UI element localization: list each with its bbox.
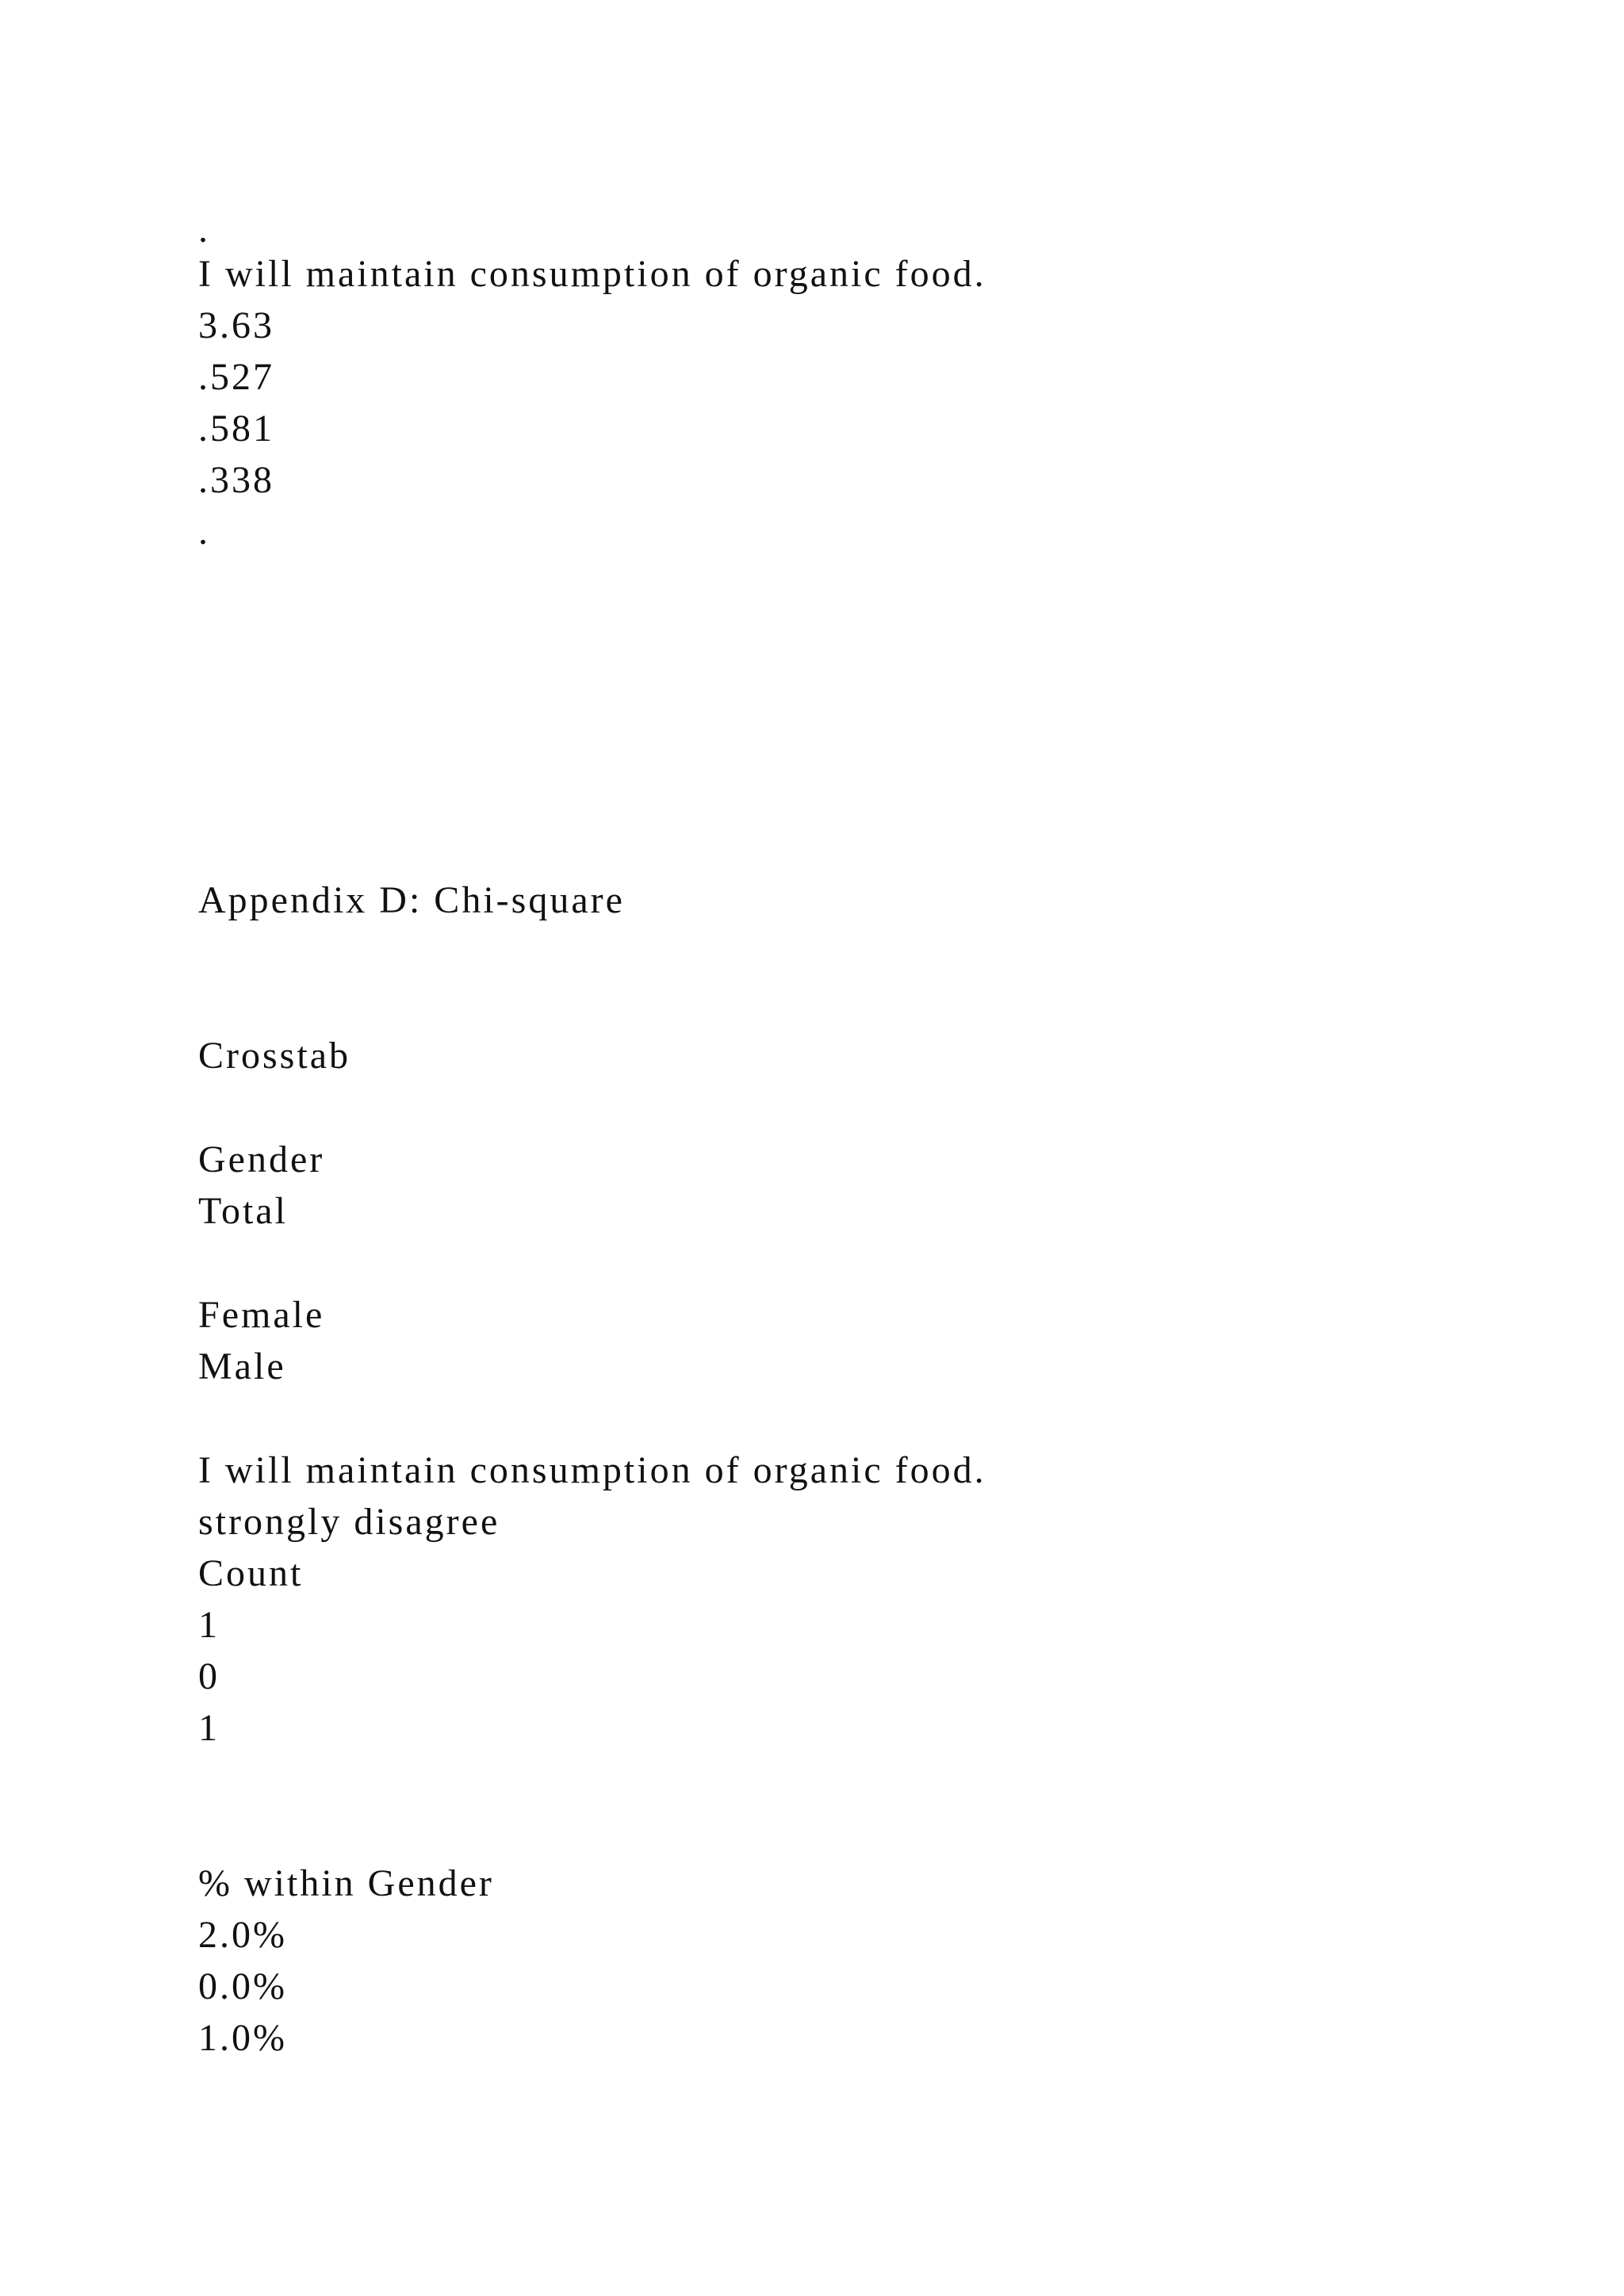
count-label: Count: [198, 1552, 304, 1594]
value-4: .338: [198, 459, 274, 501]
percent-label: % within Gender: [198, 1862, 494, 1904]
total-label: Total: [198, 1190, 288, 1232]
appendix-heading: Appendix D: Chi-square: [198, 879, 625, 921]
value-mean: 3.63: [198, 304, 274, 346]
row-category: strongly disagree: [198, 1501, 500, 1543]
count-total: 1: [198, 1707, 220, 1749]
percent-total: 1.0%: [198, 2017, 287, 2059]
dot-separator: .: [198, 209, 210, 251]
category-male: Male: [198, 1345, 286, 1387]
dot-separator-2: .: [198, 511, 210, 553]
value-2: .527: [198, 356, 274, 398]
gender-label: Gender: [198, 1138, 325, 1181]
statement-text: I will maintain consumption of organic food.: [198, 253, 986, 295]
crosstab-title: Crosstab: [198, 1035, 350, 1077]
row-variable: I will maintain consumption of organic food.: [198, 1449, 986, 1491]
value-3: .581: [198, 408, 274, 450]
percent-male: 0.0%: [198, 1965, 287, 2007]
count-male: 0: [198, 1655, 220, 1697]
percent-female: 2.0%: [198, 1914, 287, 1956]
count-female: 1: [198, 1604, 220, 1646]
category-female: Female: [198, 1294, 325, 1336]
